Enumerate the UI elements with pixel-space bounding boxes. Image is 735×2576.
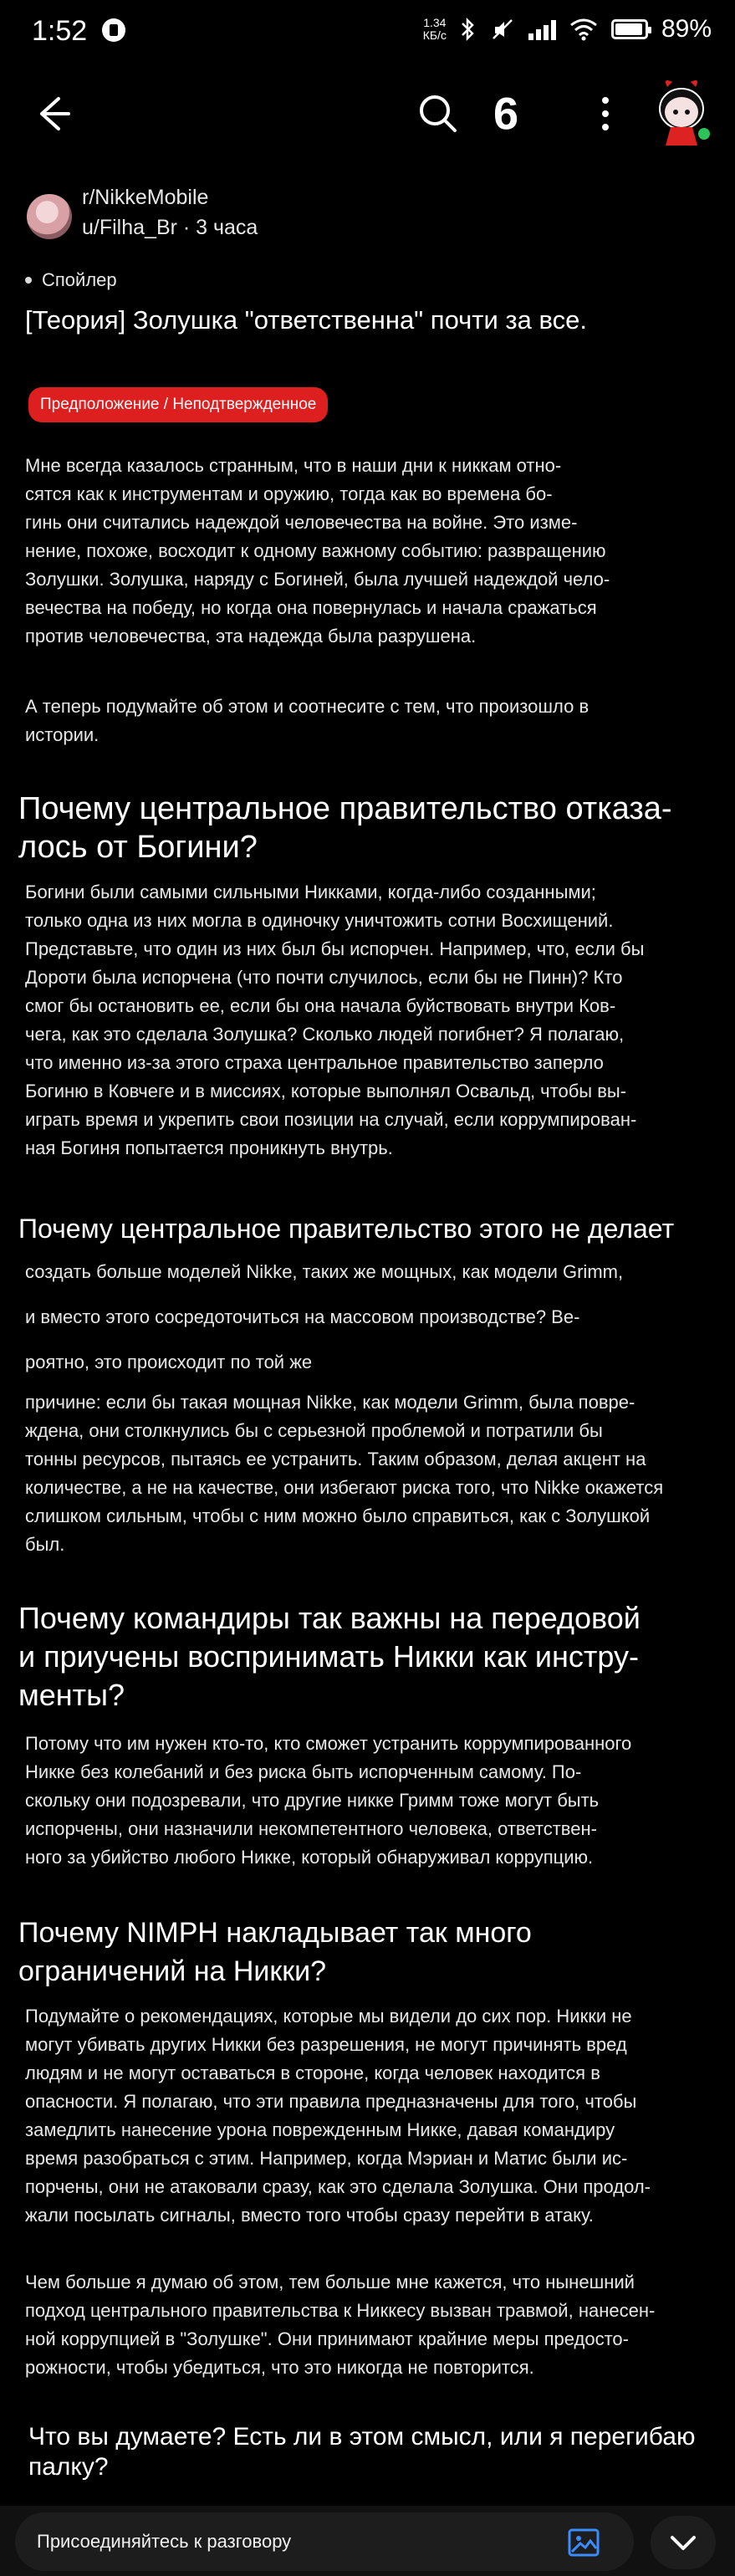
top-app-bar (0, 67, 735, 159)
text-line: замедлить нанесение урона поврежденным Никке, давая командиру (25, 2119, 615, 2140)
paragraph-think (25, 693, 694, 749)
text-line: количестве, а не на качестве, они избегают риска того, что Nikke окажется (25, 1477, 664, 1498)
heading-line: Что вы думаете? Есть ли в этом смысл, или я перегибаю (28, 2423, 696, 2451)
heading-line: лось от Богини? (18, 830, 258, 865)
spoiler-dot-icon (25, 277, 32, 284)
text-line: могут убивать других Никки без разрешения, не могут причинять вред (25, 2034, 627, 2055)
text-line: ная Богиня попытается проникнуть внутрь. (25, 1137, 393, 1158)
post-title: [Теория] Золушка "ответственна" почти за все. (25, 305, 587, 335)
notification-icon (102, 18, 125, 42)
text-line: людям и не могут оставаться в стороне, когда человек находится в (25, 2062, 600, 2083)
status-icons (423, 15, 712, 43)
spoiler-tag (25, 269, 117, 291)
paragraph-grimm-c: роятно, это происходит по той же (25, 1352, 313, 1372)
text-line: причине: если бы такая мощная Nikke, как модели Grimm, была повре- (25, 1392, 635, 1413)
text-line: ного за убийство любого Никке, который обнаруживал коррупцию. (25, 1847, 594, 1868)
text-line: слишком сильным, чтобы с ним можно было справиться, как с Золушкой (25, 1505, 651, 1526)
text-line: рожности, чтобы убедиться, что это никогда не повторится. (25, 2357, 534, 2378)
text-line: смог бы остановить ее, если бы она начала буйствовать внутри Ков- (25, 995, 616, 1016)
status-time: 1:52 (32, 15, 88, 47)
text-line: А теперь подумайте об этом и соотнесите с тем, что произошло в (25, 696, 590, 717)
subreddit-name[interactable]: r/NikkeMobile (82, 186, 209, 209)
battery-icon (611, 19, 648, 39)
text-line: опасности. Я полагаю, что эти правила предназначены для того, чтобы (25, 2091, 637, 2112)
text-line: нение, похоже, восходит к одному важному событию: развращению (25, 540, 606, 561)
heading-government: Почему центральное правительство этого не делает (18, 1214, 675, 1244)
text-line: Никке без колебаний и без риска быть испорченным самому. По- (25, 1761, 582, 1782)
text-line: Дороти была испорчена (что почти случилось, если бы не Пинн)? Кто (25, 967, 623, 988)
paragraph-grimm-a: создать больше моделей Nikke, таких же мощных, как модели Grimm, (25, 1261, 624, 1282)
heading-goddess (18, 790, 721, 866)
heading-question (28, 2422, 697, 2482)
image-attach-icon[interactable] (567, 2526, 600, 2559)
text-line: Представьте, что один из них был бы испорчен. Например, что, если бы (25, 938, 645, 959)
paragraph-nimph (25, 2002, 711, 2230)
text-line: время разобраться с этим. Например, когда Мэриан и Матис были ис- (25, 2148, 628, 2169)
heading-line: Почему NIMPH накладывает так много (18, 1917, 532, 1949)
text-line: Богини были самыми сильными Никками, когда-либо созданными; (25, 882, 596, 902)
text-line: ждена, они столкнулись бы с серьезной проблемой и потратили бы (25, 1420, 603, 1441)
heading-line: Почему центральное правительство отказа- (18, 791, 672, 826)
comment-composer-bar (0, 2506, 735, 2576)
heading-line: менты? (18, 1678, 125, 1712)
author-time[interactable]: u/Filha_Br · 3 часа (82, 216, 258, 239)
network-speed: 1.34 КБ/с (422, 16, 447, 42)
heading-line: палку? (28, 2453, 109, 2481)
expand-button[interactable] (651, 2516, 716, 2569)
heading-nimph (18, 1914, 687, 1991)
status-bar (0, 0, 735, 67)
text-line: Подумайте о рекомендациях, которые мы видели до сих пор. Никки не (25, 2006, 632, 2027)
heading-line: и приучены воспринимать Никки как инстру- (18, 1639, 639, 1674)
text-line: чега, как это сделала Золушка? Сколько людей погибнет? Я полагаю, (25, 1024, 625, 1045)
text-line: истории. (25, 724, 100, 745)
paragraph-commanders (25, 1730, 711, 1872)
text-line: против человечества, эта надежда была разрушена. (25, 626, 477, 647)
text-line: скольку они подозревали, что другие никке Гримм тоже могут быть (25, 1790, 600, 1811)
spoiler-label: Спойлер (42, 269, 117, 290)
text-line: Богиню в Ковчеге и в миссиях, которые выполнял Освальд, чтобы вы- (25, 1081, 627, 1101)
search-icon[interactable] (413, 89, 463, 139)
user-avatar-icon[interactable] (646, 75, 717, 147)
chevron-down-icon (651, 2516, 716, 2569)
text-line: порчены, они не атаковали сразу, как это сделала Золушка. Они продол- (25, 2176, 651, 2197)
heading-line: ограничений на Никки? (18, 1955, 327, 1987)
text-line: играть время и укрепить свои позиции на случай, если коррумпирован- (25, 1109, 637, 1130)
text-line: гинь они считались надеждой человечества на войне. Это изме- (25, 512, 578, 533)
subreddit-avatar[interactable] (27, 194, 72, 239)
text-line: ной коррупцией в "Золушке". Они принимают крайние меры предосто- (25, 2328, 629, 2349)
text-line: жали посылать сигналы, вместо того чтобы сразу перейти в атаку. (25, 2205, 594, 2226)
mute-icon (490, 17, 515, 42)
heading-commanders (18, 1599, 721, 1715)
paragraph-conclusion (25, 2268, 711, 2382)
battery-percent: 89% (661, 15, 712, 43)
text-line: сятся как к инструментам и оружию, тогда как во времена бо- (25, 483, 553, 504)
text-line: испорчены, они назначили некомпетентного человека, ответствен- (25, 1818, 597, 1839)
text-line: тонны ресурсов, пытаясь ее устранить. Таким образом, делая акцент на (25, 1449, 646, 1469)
text-line: только одна из них могла в одиночку уничтожить сотни Восхищений. (25, 910, 614, 931)
text-line: вечества на победу, но когда она повернулась и начала сражаться (25, 597, 597, 618)
post-flair[interactable]: Предположение / Неподтвержденное (28, 387, 328, 422)
paragraph-reason (25, 1388, 711, 1559)
bluetooth-icon (460, 17, 477, 42)
paragraph-grimm-b: и вместо этого сосредоточиться на массовом производстве? Ве- (25, 1306, 580, 1327)
text-line: был. (25, 1534, 65, 1555)
paragraph-intro (25, 452, 694, 651)
heading-line: Почему командиры так важны на передовой (18, 1601, 641, 1635)
text-line: что именно из-за этого страха центральное правительство заперло (25, 1052, 604, 1073)
text-line: Чем больше я думаю об этом, тем больше мне кажется, что нынешний (25, 2272, 635, 2292)
back-arrow-icon[interactable] (25, 89, 75, 139)
share-count[interactable]: 9 (493, 88, 519, 138)
text-line: Потому что им нужен кто-то, кто сможет устранить коррумпированного (25, 1733, 632, 1754)
text-line: Мне всегда казалось странным, что в наши дни к никкам отно- (25, 455, 562, 476)
more-options-icon[interactable] (589, 89, 622, 139)
join-conversation-input[interactable] (15, 2512, 634, 2571)
signal-icon (528, 18, 556, 40)
text-line: подход центрального правительства к Никкесу вызван травмой, нанесен- (25, 2300, 656, 2321)
composer-placeholder: Присоединяйтесь к разговору (37, 2531, 292, 2552)
text-line: Золушки. Золушка, наряду с Богиней, была лучшей надеждой чело- (25, 569, 610, 590)
paragraph-goddess (25, 878, 707, 1163)
wifi-icon (569, 18, 598, 41)
